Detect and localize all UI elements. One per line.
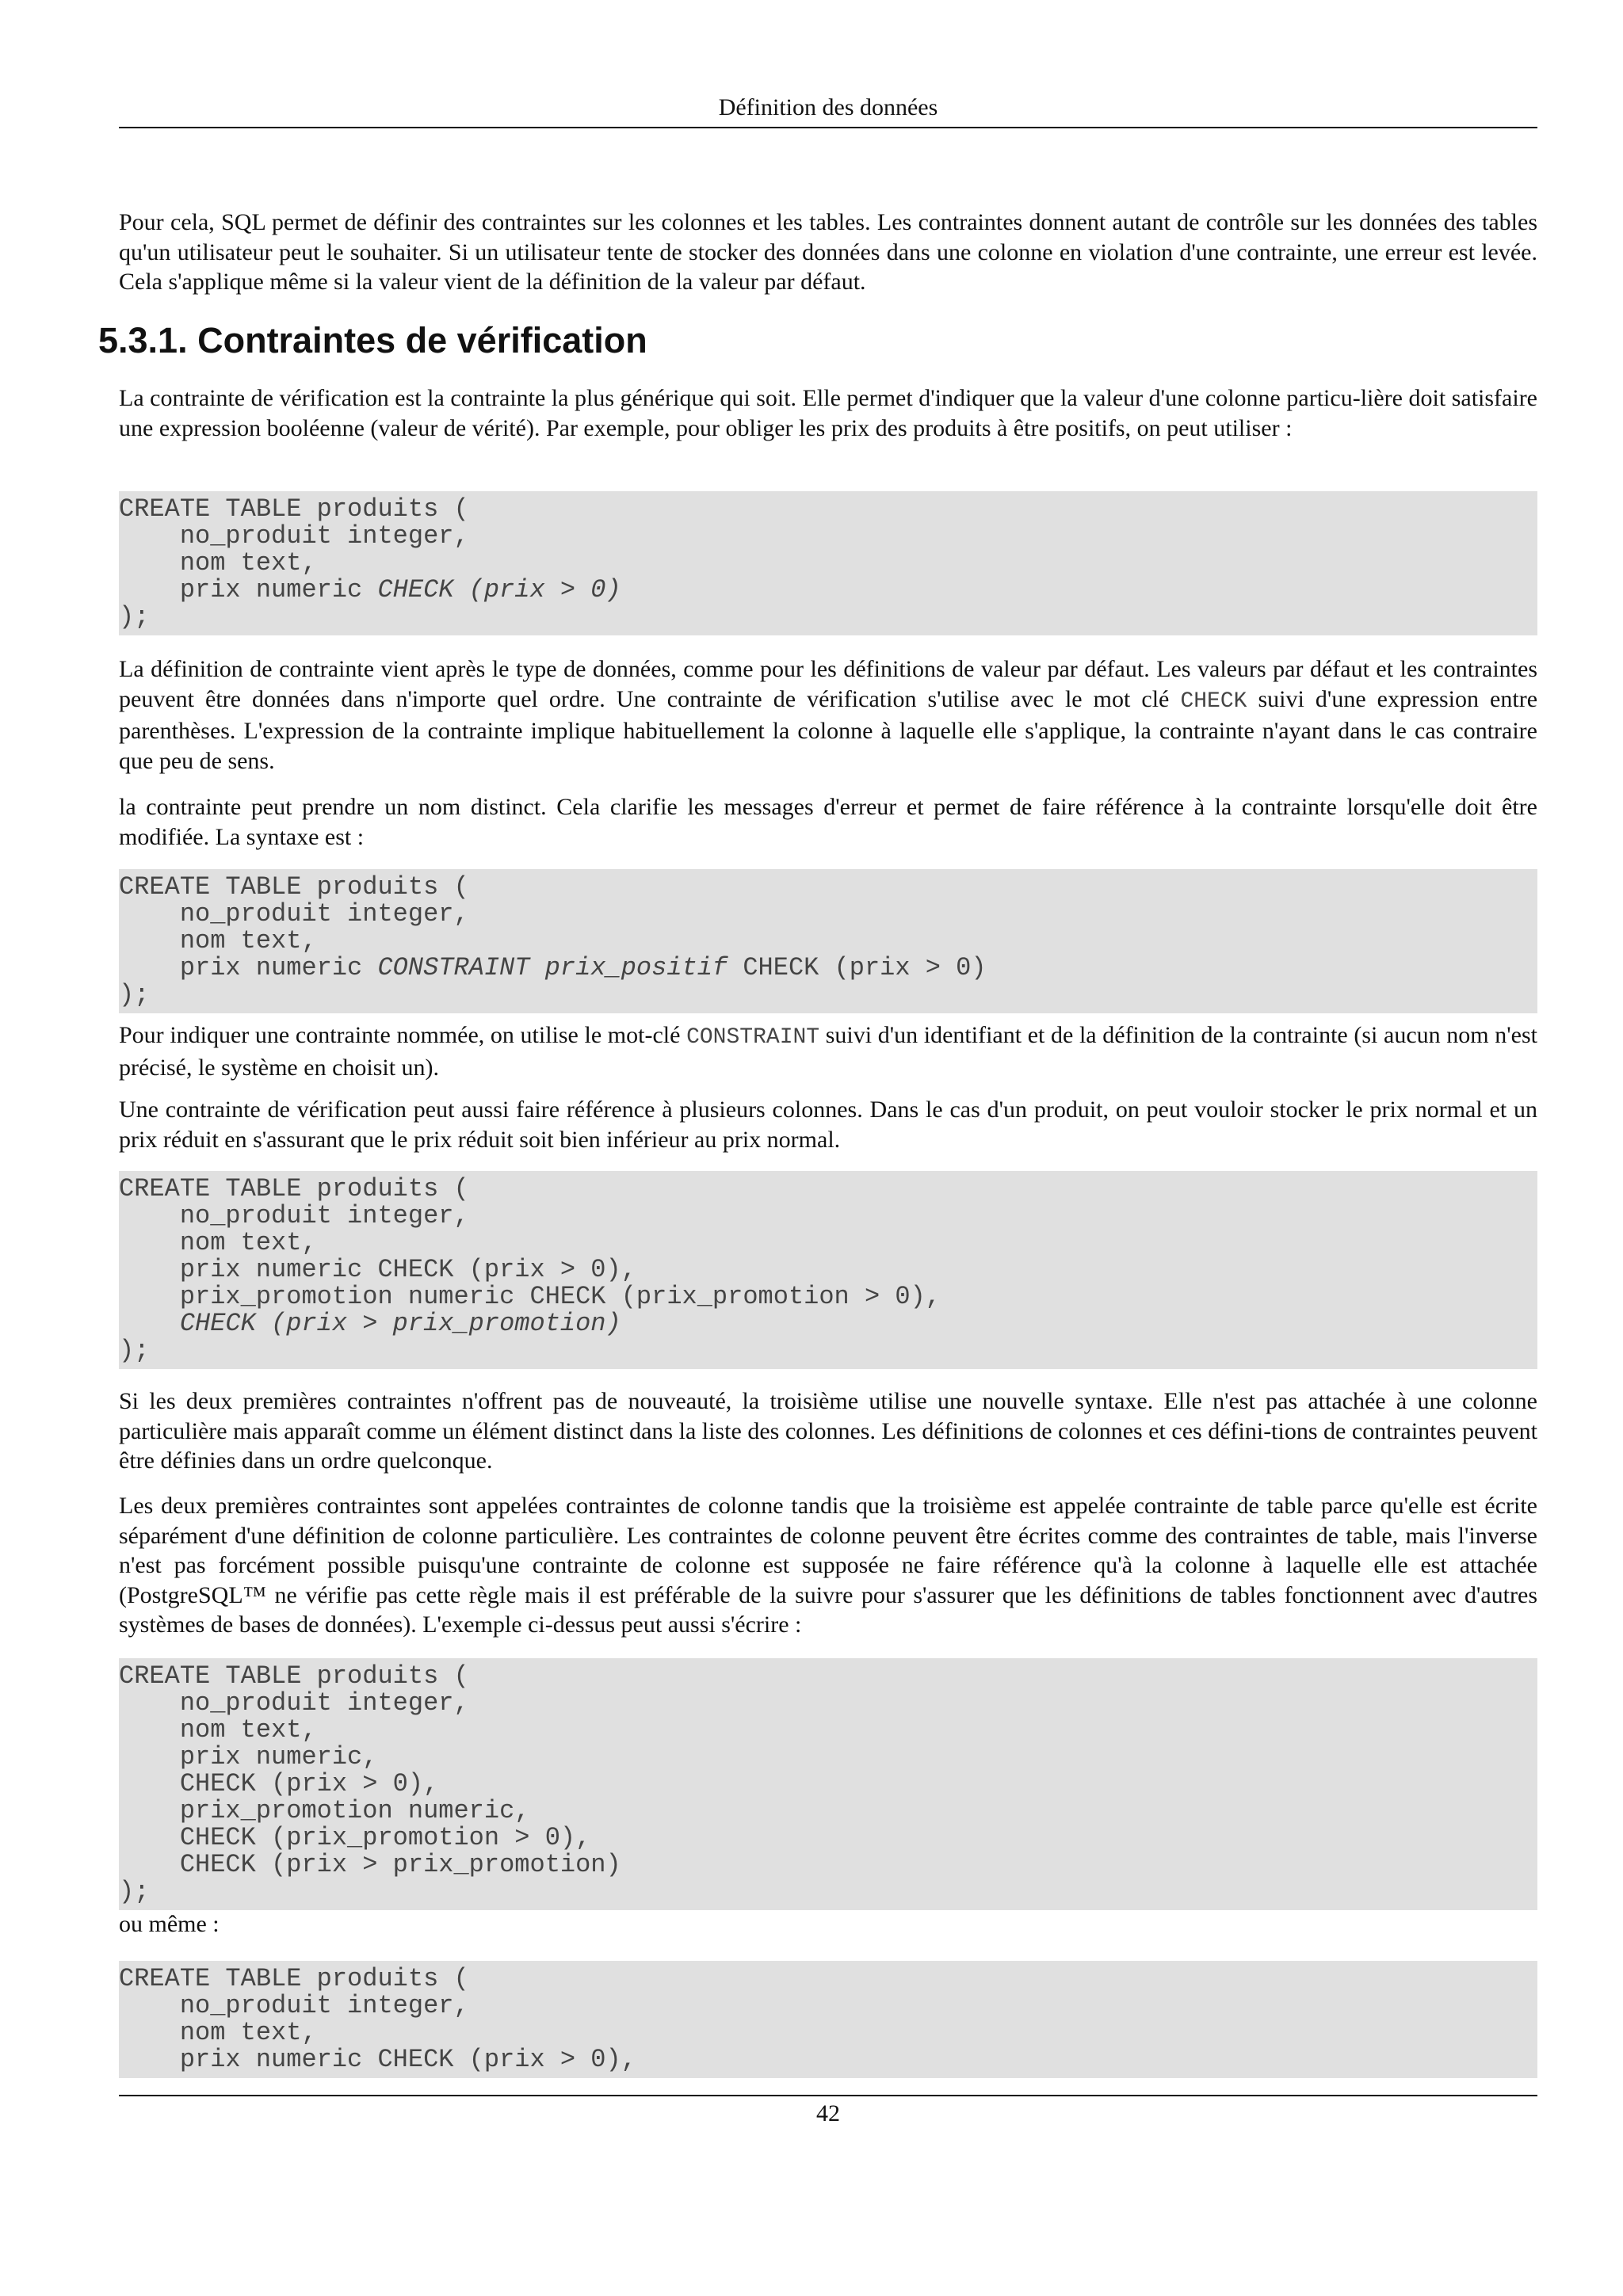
- code-line: nom text,: [119, 1228, 317, 1257]
- footer-rule: [119, 2095, 1537, 2096]
- code-line: CREATE TABLE produits (: [119, 1661, 469, 1691]
- code-line: [119, 1309, 621, 1338]
- code-line: );: [119, 602, 150, 631]
- code-line: no_produit integer,: [119, 1991, 469, 2020]
- code-line: no_produit integer,: [119, 899, 469, 929]
- code-emphasis: CHECK (prix > 0): [377, 575, 621, 605]
- paragraph-constraint-keyword: [119, 1020, 1537, 1082]
- text-segment: La définition de contrainte vient après le type de données, comme pour les définitions de valeur par défaut. Les valeurs par défaut et les contraintes peuvent être données dans n'importe quel ordre. Une contrainte de vérification s'utilise avec le mot clé: [119, 656, 1537, 712]
- code-emphasis: CONSTRAINT prix_positif: [377, 953, 728, 982]
- code-line: CREATE TABLE produits (: [119, 494, 469, 524]
- code-line: prix numeric CONSTRAINT prix_positif CHECK (prix > 0): [119, 953, 987, 982]
- code-line: );: [119, 980, 150, 1009]
- paragraph-column-vs-table: Les deux premières contraintes sont appelées contraintes de colonne tandis que la troisième est appelée contrainte de table parce qu'elle est écrite séparément d'une définition de colonne particulière. Les contraintes de colonne peuvent être écrites comme des contraintes de table, mais l'inverse n'est pas forcément possible puisqu'une contrainte de colonne est supposée ne faire référence qu'à la colonne à laquelle elle est attachée (PostgreSQL™ ne vérifie pas cette règle mais il est préférable de la suivre pour s'assurer que les définitions de tables fonctionnent avec d'autres systèmes de bases de données). L'exemple ci-dessus peut aussi s'écrire :: [119, 1493, 1537, 1638]
- paragraph-intro: Pour cela, SQL permet de définir des contraintes sur les colonnes et les tables. Les contraintes donnent autant de contrôle sur les données des tables qu'un utilisateur peut le souhaiter. Si un utilisateur tente de stocker des données dans une colonne en violation d'une contrainte, une erreur est levée. Cela s'applique même si la valeur vient de la définition de la valeur par défaut.: [119, 209, 1537, 295]
- paragraph-multi-column: Une contrainte de vérification peut aussi faire référence à plusieurs colonnes. Dans le cas d'un produit, on peut vouloir stocker le prix normal et un prix réduit en s'assurant que le prix réduit soit bien inférieur au prix normal.: [119, 1097, 1537, 1153]
- paragraph-new-syntax: Si les deux premières contraintes n'offrent pas de nouveauté, la troisième utilise une nouvelle syntaxe. Elle n'est pas attachée à une colonne particulière mais apparaît comme un élément distinct dans la liste des colonnes. Les définitions de colonnes et ces défini-tions de contraintes peuvent être définies dans un ordre quelconque.: [119, 1388, 1537, 1474]
- code-line: nom text,: [119, 926, 317, 955]
- code-line: nom text,: [119, 548, 317, 578]
- paragraph-definition: [119, 654, 1537, 776]
- code-line: prix numeric CHECK (prix > 0),: [119, 2045, 636, 2074]
- paragraph-check-intro: La contrainte de vérification est la contrainte la plus générique qui soit. Elle permet d'indiquer que la valeur d'une colonne particu-lière doit satisfaire une expression booléenne (valeur de vérité). Par exemple, pour obliger les prix des produits à être positifs, on peut utiliser :: [119, 385, 1537, 441]
- code-block-5: [119, 1961, 1537, 2078]
- code-line: );: [119, 1336, 150, 1365]
- code-line: CREATE TABLE produits (: [119, 1964, 469, 1993]
- code-line: CREATE TABLE produits (: [119, 1174, 469, 1203]
- code-block-1: [119, 491, 1537, 635]
- code-line: CHECK (prix > 0),: [119, 1769, 439, 1798]
- text-segment: Pour indiquer une contrainte nommée, on utilise le mot-clé: [119, 1022, 687, 1048]
- code-line: no_produit integer,: [119, 1688, 469, 1718]
- code-line: CREATE TABLE produits (: [119, 872, 469, 902]
- code-line: prix numeric CHECK (prix > 0): [119, 575, 621, 605]
- code-block-2: [119, 869, 1537, 1013]
- header-rule: [119, 127, 1537, 128]
- code-line: nom text,: [119, 2018, 317, 2047]
- text-segment: suivi d'un identifiant et de la définition de la contrainte (si aucun nom n'est précisé, le système en choisit un).: [119, 1022, 1537, 1081]
- code-line: CHECK (prix_promotion > 0),: [119, 1823, 591, 1852]
- page-number: 42: [816, 2100, 840, 2126]
- code-line: prix numeric CHECK (prix > 0),: [119, 1255, 636, 1284]
- paragraph-or-even: ou même :: [119, 1911, 220, 1937]
- text-segment: suivi d'une expression entre parenthèses. L'expression de la contrainte implique habituellement la colonne à laquelle elle s'applique, la contrainte n'ayant dans le cas contraire que peu de sens.: [119, 685, 1538, 774]
- code-line: );: [119, 1877, 150, 1906]
- code-line: prix numeric,: [119, 1742, 378, 1772]
- code-block-4: [119, 1658, 1537, 1910]
- code-block-3: [119, 1171, 1537, 1369]
- code-line: nom text,: [119, 1715, 317, 1745]
- code-line: no_produit integer,: [119, 1201, 469, 1230]
- inline-code-constraint: CONSTRAINT: [686, 1025, 820, 1050]
- inline-code-check: CHECK: [1180, 688, 1247, 714]
- code-line: prix_promotion numeric,: [119, 1796, 530, 1825]
- section-title: 5.3.1. Contraintes de vérification: [98, 320, 647, 360]
- paragraph-named-constraint: la contrainte peut prendre un nom distinct. Cela clarifie les messages d'erreur et permet de faire référence à la contrainte lorsqu'elle doit être modifiée. La syntaxe est :: [119, 794, 1537, 850]
- code-emphasis: CHECK (prix > prix_promotion): [179, 1309, 621, 1338]
- running-header: Définition des données: [718, 94, 938, 120]
- code-line: CHECK (prix > prix_promotion): [119, 1850, 621, 1879]
- code-line: no_produit integer,: [119, 521, 469, 551]
- code-line: prix_promotion numeric CHECK (prix_promotion > 0),: [119, 1282, 941, 1311]
